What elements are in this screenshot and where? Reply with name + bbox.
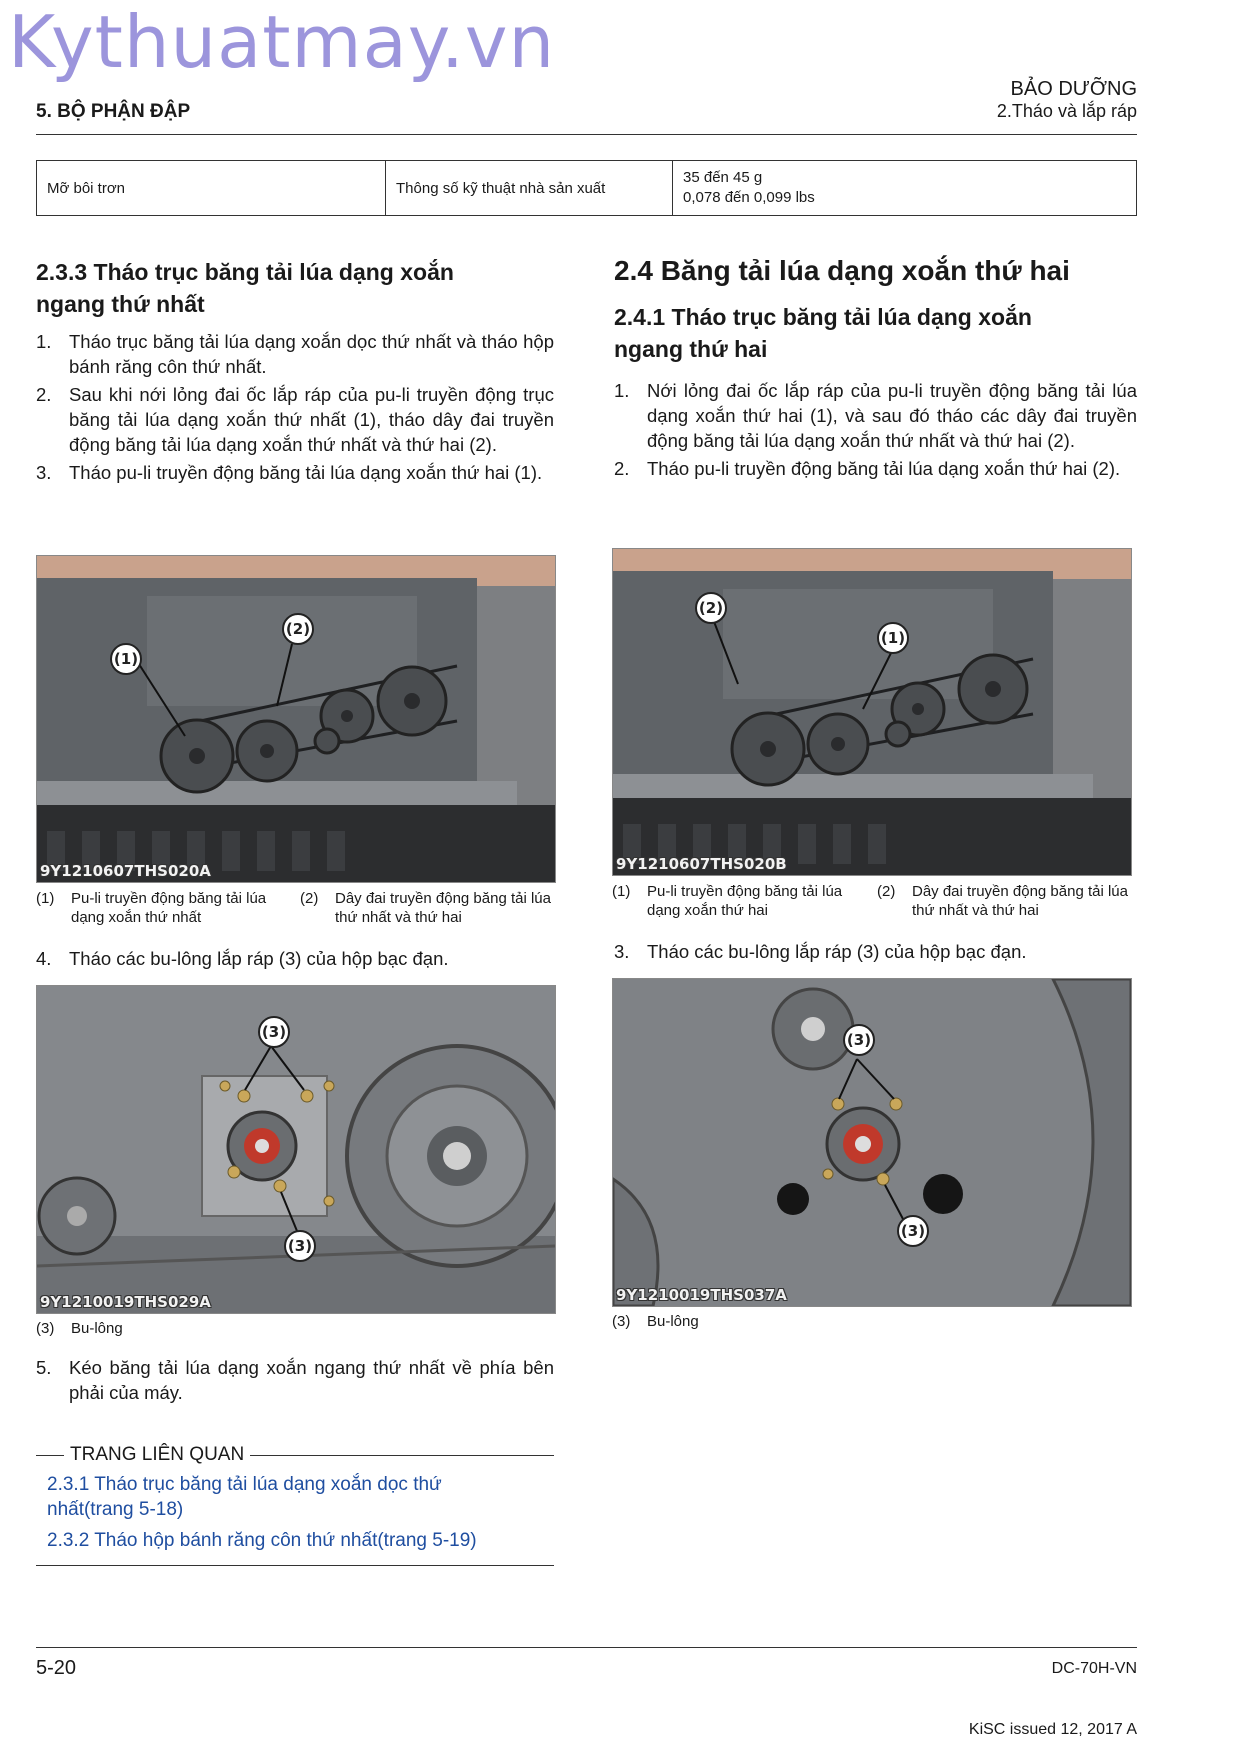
spec-item: Mỡ bôi trơn	[37, 161, 386, 216]
callout-3-top: (3)	[843, 1024, 875, 1056]
spec-value-lbs: 0,078 đến 0,099 lbs	[683, 189, 815, 206]
step-number: 3.	[36, 462, 52, 483]
caption-text: Bu-lông	[647, 1313, 699, 1330]
step-text: Tháo pu-li truyền động băng tải lúa dạng xoắn thứ hai (2).	[647, 458, 1121, 479]
callout-3-bottom: (3)	[897, 1215, 929, 1247]
spec-type: Thông số kỹ thuật nhà sản xuất	[386, 161, 673, 216]
chapter-title: BẢO DƯỠNG	[1010, 78, 1137, 100]
caption-text: Dây đai truyền động băng tải lúa thứ nhất và thứ hai	[335, 890, 551, 926]
left-heading	[36, 256, 554, 320]
spec-value-g: 35 đến 45 g	[683, 169, 763, 186]
caption-number: (3)	[612, 1313, 631, 1330]
right-steps	[614, 378, 1137, 484]
related-pages	[36, 1444, 554, 1553]
callout-2: (2)	[695, 592, 727, 624]
link-line: 2.3.1 Tháo trục băng tải lúa dạng xoắn dọc thứ	[47, 1474, 442, 1495]
watermark: Kythuatmay.vn	[8, 0, 556, 84]
related-title	[36, 1444, 554, 1466]
document-code: DC-70H-VN	[1051, 1660, 1137, 1677]
issue-note: KiSC issued 12, 2017 A	[968, 1721, 1137, 1738]
step-text: Tháo trục băng tải lúa dạng xoắn dọc thứ nhất và tháo hộp bánh răng côn thứ nhất.	[69, 331, 554, 377]
step-number: 2.	[614, 458, 630, 479]
caption-number: (1)	[36, 890, 55, 907]
photo-pulleys-left	[36, 555, 556, 883]
left-step4	[36, 946, 554, 974]
spec-value	[673, 161, 1137, 216]
caption-text: Bu-lông	[71, 1320, 123, 1337]
list-item	[614, 939, 1137, 964]
list-item	[614, 378, 1137, 453]
page-number: 5-20	[36, 1657, 77, 1679]
right-step3	[614, 939, 1137, 967]
step-text: Tháo pu-li truyền động băng tải lúa dạng xoắn thứ hai (1).	[69, 462, 543, 483]
right-heading-main	[614, 253, 1137, 289]
photo-pulleys-right	[612, 548, 1132, 876]
caption-number: (2)	[300, 890, 319, 907]
caption-number: (2)	[877, 883, 896, 900]
heading-2-4-1-line2: ngang thứ hai	[614, 336, 768, 362]
callout-2: (2)	[282, 613, 314, 645]
callout-1: (1)	[877, 622, 909, 654]
related-bottom-rule	[36, 1565, 554, 1566]
heading-2-3-3-line2: ngang thứ nhất	[36, 291, 205, 317]
step-text: Kéo băng tải lúa dạng xoắn ngang thứ nhất về phía bên phải của máy.	[69, 1357, 554, 1403]
related-link-2-3-1[interactable]	[36, 1472, 554, 1522]
pulley-illustration	[37, 556, 555, 882]
link-line: nhất(trang 5-18)	[47, 1499, 184, 1520]
bearing-illustration	[37, 986, 555, 1313]
related-link-2-3-2[interactable]: 2.3.2 Tháo hộp bánh răng côn thứ nhất(trang 5-19)	[47, 1530, 477, 1551]
step-number: 5.	[36, 1357, 52, 1378]
right-heading-sub	[614, 301, 1137, 365]
callout-3-bottom: (3)	[284, 1230, 316, 1262]
caption-text: Dây đai truyền động băng tải lúa thứ nhất và thứ hai	[912, 883, 1128, 919]
photo-bolts-right	[612, 978, 1132, 1307]
step-number: 3.	[614, 941, 630, 962]
photo-code: 9Y1210019THS037A	[616, 1286, 787, 1304]
heading-2-4: 2.4 Băng tải lúa dạng xoắn thứ hai	[614, 255, 1070, 286]
list-item	[36, 460, 554, 485]
caption-number: (1)	[612, 883, 631, 900]
step-text: Tháo các bu-lông lắp ráp (3) của hộp bạc đạn.	[69, 948, 449, 969]
caption-text: Pu-li truyền động băng tải lúa dạng xoắn thứ hai	[647, 883, 843, 919]
step-number: 1.	[36, 331, 52, 352]
step-text: Sau khi nới lỏng đai ốc lắp ráp của pu-li truyền động trục băng tải lúa dạng xoắn thứ nhất (1), tháo dây đai truyền động băng tải lúa dạng xoắn thứ nhất và thứ hai (2).	[69, 384, 554, 455]
callout-3-top: (3)	[258, 1016, 290, 1048]
bearing-illustration	[613, 979, 1131, 1306]
table-row	[37, 161, 1137, 216]
photo-code: 9Y1210607THS020B	[616, 855, 787, 873]
photo-code: 9Y1210607THS020A	[40, 862, 211, 880]
callout-1: (1)	[110, 643, 142, 675]
photo-code: 9Y1210019THS029A	[40, 1293, 211, 1311]
list-item	[614, 456, 1137, 481]
left-steps	[36, 329, 554, 488]
subchapter-title: 2.Tháo và lắp ráp	[996, 101, 1137, 121]
step-text: Tháo các bu-lông lắp ráp (3) của hộp bạc đạn.	[647, 941, 1027, 962]
caption-number: (3)	[36, 1320, 55, 1337]
title-rule-right	[250, 1455, 554, 1456]
list-item	[36, 946, 554, 971]
step-number: 1.	[614, 380, 630, 401]
section-title: 5. BỘ PHẬN ĐẬP	[36, 101, 191, 122]
heading-2-3-3-line1: 2.3.3 Tháo trục băng tải lúa dạng xoắn	[36, 259, 454, 285]
spec-table	[36, 160, 1137, 216]
step-number: 4.	[36, 948, 52, 969]
heading-2-4-1-line1: 2.4.1 Tháo trục băng tải lúa dạng xoắn	[614, 304, 1032, 330]
photo-bolts-left	[36, 985, 556, 1314]
list-item	[36, 1355, 554, 1405]
list-item	[36, 382, 554, 457]
list-item	[36, 329, 554, 379]
pulley-illustration	[613, 549, 1131, 875]
caption-text: Pu-li truyền động băng tải lúa dạng xoắn thứ nhất	[71, 890, 267, 926]
footer-divider	[36, 1647, 1137, 1648]
step-number: 2.	[36, 384, 52, 405]
header-divider	[36, 134, 1137, 135]
title-rule-left	[36, 1455, 64, 1456]
left-step5	[36, 1355, 554, 1408]
related-title-text: TRANG LIÊN QUAN	[70, 1444, 245, 1465]
step-text: Nới lỏng đai ốc lắp ráp của pu-li truyền động băng tải lúa dạng xoắn thứ hai (1), và sau đó tháo các dây đai truyền động băng tải lúa dạng xoắn thứ nhất và thứ hai (2).	[647, 380, 1137, 451]
